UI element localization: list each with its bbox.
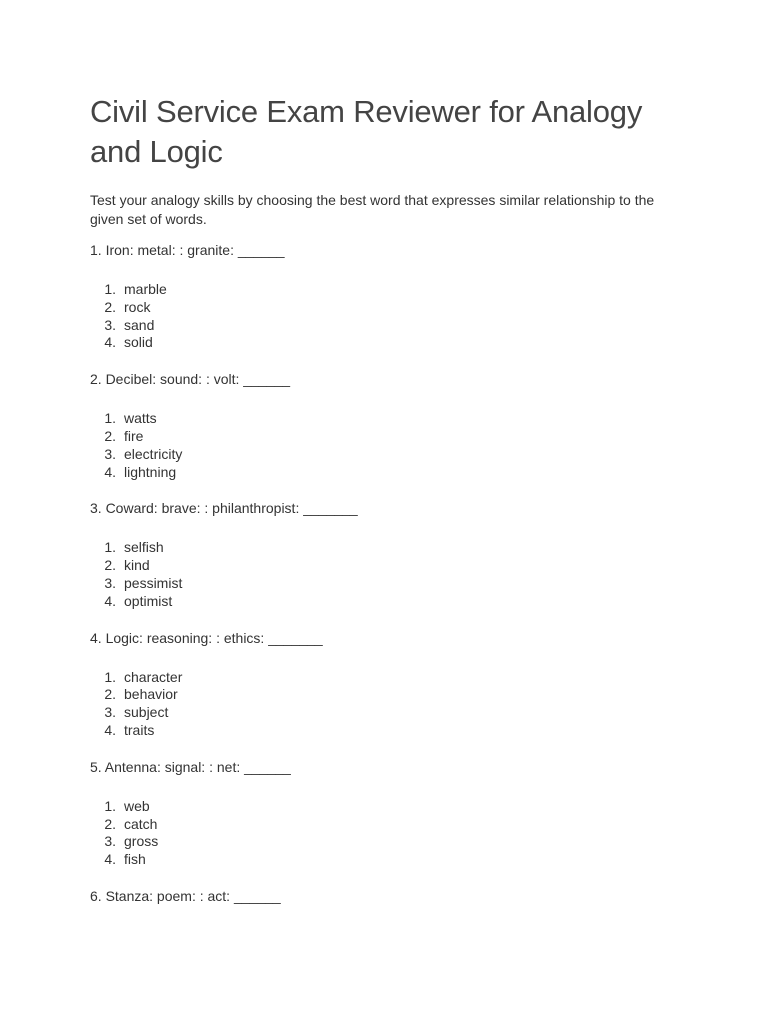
choice-text: lightning	[124, 463, 177, 480]
choice-number: 2.	[104, 298, 116, 315]
choice-number: 2.	[104, 427, 116, 444]
question-prompt: 6. Stanza: poem: : act: ______	[90, 887, 281, 904]
choice-list	[90, 539, 680, 610]
choice-item	[90, 669, 680, 687]
choice-item	[90, 704, 680, 722]
choice-text: catch	[124, 815, 158, 832]
choice-item	[90, 446, 680, 464]
choice-item	[90, 464, 680, 482]
choice-item	[90, 833, 680, 851]
choice-number: 2.	[104, 686, 116, 703]
choice-list	[90, 410, 680, 481]
choice-number: 4.	[104, 334, 116, 351]
question-prompt: 2. Decibel: sound: : volt: ______	[90, 371, 291, 388]
choice-text: pessimist	[124, 574, 183, 591]
choice-item	[90, 299, 680, 317]
choice-text: electricity	[124, 445, 183, 462]
choice-number: 4.	[104, 463, 116, 480]
choice-item	[90, 539, 680, 557]
choice-number: 2.	[104, 557, 116, 574]
choice-text: behavior	[124, 686, 178, 703]
choice-number: 1.	[104, 410, 116, 427]
choice-text: traits	[124, 721, 155, 738]
choice-text: web	[124, 797, 150, 814]
choice-item	[90, 851, 680, 869]
choice-number: 3.	[104, 833, 116, 850]
choice-number: 1.	[104, 281, 116, 297]
choice-number: 3.	[104, 704, 116, 721]
choice-text: fish	[124, 851, 146, 868]
question-block	[90, 241, 680, 352]
choice-list	[90, 281, 680, 352]
choice-item	[90, 798, 680, 816]
choice-item	[90, 686, 680, 704]
choice-text: sand	[124, 316, 155, 333]
choice-item	[90, 575, 680, 593]
choice-item	[90, 557, 680, 575]
choice-text: fire	[124, 427, 144, 444]
choice-item	[90, 816, 680, 834]
question-block	[90, 499, 680, 610]
choice-item	[90, 722, 680, 740]
choice-text: gross	[124, 833, 159, 850]
choice-text: optimist	[124, 592, 173, 609]
question-prompt: 1. Iron: metal: : granite: ______	[90, 242, 285, 258]
choice-text: marble	[124, 281, 167, 297]
question-block	[90, 370, 680, 481]
choice-number: 2.	[104, 815, 116, 832]
choice-text: selfish	[124, 539, 164, 556]
question-prompt: 5. Antenna: signal: : net: ______	[90, 758, 291, 775]
choice-text: rock	[124, 298, 151, 315]
question-block	[90, 629, 680, 740]
choice-item	[90, 281, 680, 299]
choice-number: 3.	[104, 445, 116, 462]
choice-number: 3.	[104, 574, 116, 591]
page-title: Civil Service Exam Reviewer for Analogy and Logic	[90, 94, 643, 169]
question-block	[90, 887, 680, 906]
choice-number: 4.	[104, 721, 116, 738]
choice-item	[90, 317, 680, 335]
choice-text: character	[124, 668, 183, 685]
choice-number: 3.	[104, 316, 116, 333]
question-block	[90, 758, 680, 869]
question-prompt: 4. Logic: reasoning: : ethics: _______	[90, 629, 323, 646]
question-prompt: 3. Coward: brave: : philanthropist: _______	[90, 500, 358, 517]
choice-text: solid	[124, 334, 153, 351]
choice-item	[90, 410, 680, 428]
choice-item	[90, 428, 680, 446]
choice-text: watts	[124, 410, 157, 427]
choice-text: kind	[124, 557, 150, 574]
choice-number: 4.	[104, 592, 116, 609]
choice-number: 1.	[104, 539, 116, 556]
intro-paragraph: Test your analogy skills by choosing the best word that expresses similar relationship to the given set of words.	[90, 192, 655, 227]
choice-list	[90, 798, 680, 869]
choice-text: subject	[124, 704, 169, 721]
document-page	[90, 92, 680, 906]
choice-number: 1.	[104, 668, 116, 685]
choice-number: 1.	[104, 797, 116, 814]
choice-list	[90, 669, 680, 740]
choice-item	[90, 334, 680, 352]
choice-number: 4.	[104, 851, 116, 868]
choice-item	[90, 593, 680, 611]
